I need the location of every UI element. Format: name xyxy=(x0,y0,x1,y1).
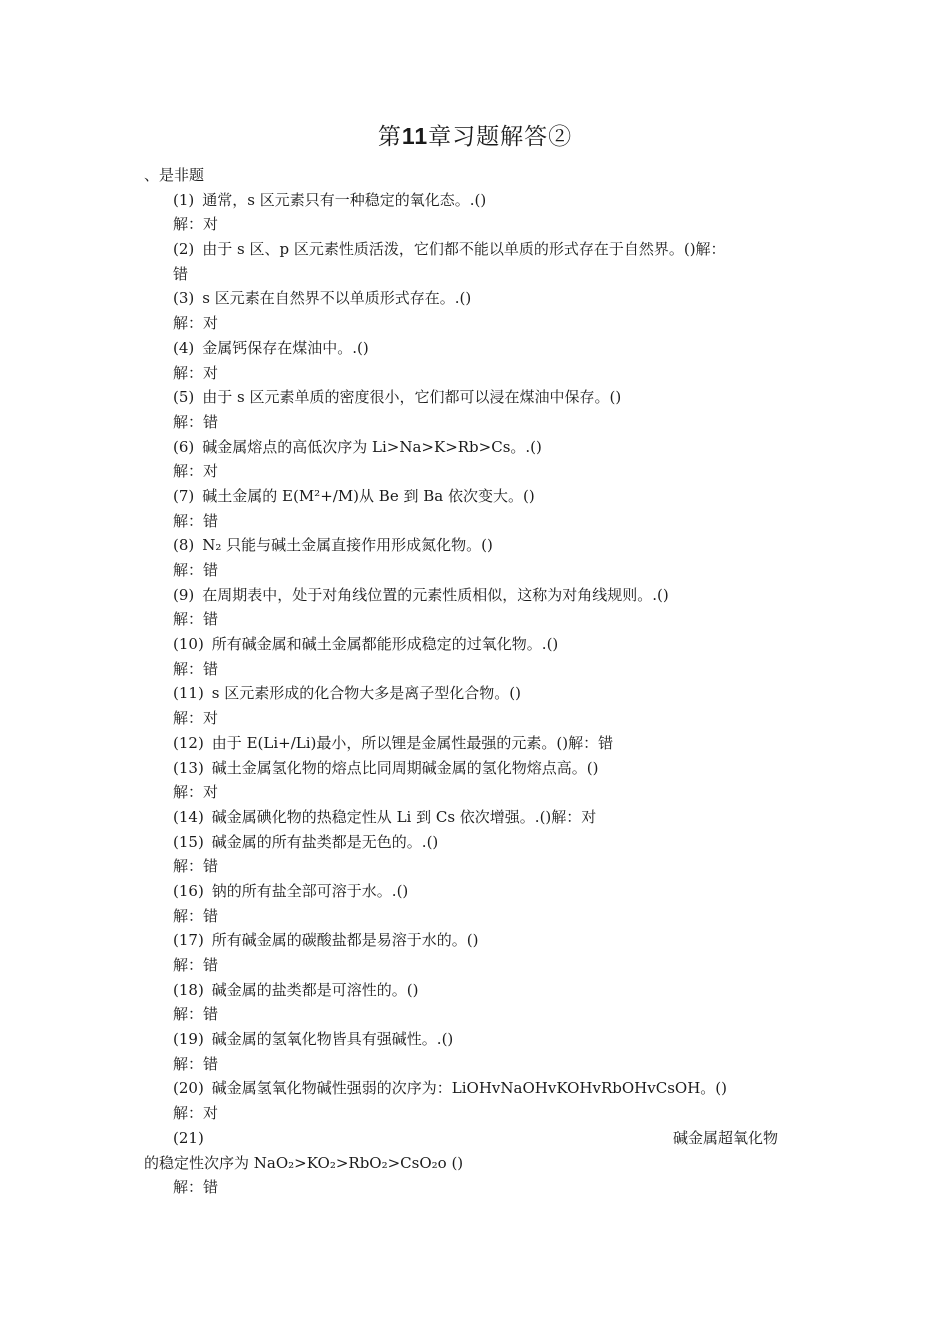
question-text: 碱金属氢氧化物碱性强弱的次序为：LiOHvNaOHvKOHvRbOHvCsOH。() xyxy=(211,1079,727,1098)
question-line xyxy=(144,533,784,558)
answer-line: 解：错 xyxy=(173,412,219,431)
question-line xyxy=(144,978,784,1003)
question-line xyxy=(144,1027,784,1052)
question-text: 碱土金属氢化物的熔点比同周期碱金属的氢化物熔点高。() xyxy=(211,758,599,777)
question-text: N₂ 只能与碱土金属直接作用形成氮化物。() xyxy=(202,536,493,555)
question-text: 碱金属超氧化物 xyxy=(672,1128,778,1147)
question-line xyxy=(144,731,784,756)
question-text: 由于 s 区、p 区元素性质活泼，它们都不能以单质的形式存在于自然界。()解： xyxy=(202,240,726,259)
question-number: (10) xyxy=(173,635,204,654)
answer-line: 解：错 xyxy=(173,1178,219,1197)
question-line xyxy=(144,632,784,657)
title-suffix: 章习题解答② xyxy=(428,124,573,150)
question-number: (12) xyxy=(173,733,204,752)
question-number: (3) xyxy=(173,289,195,308)
question-number: (4) xyxy=(173,338,195,357)
question-text: 在周期表中，处于对角线位置的元素性质相似，这称为对角线规则。.() xyxy=(202,585,669,604)
question-number: (15) xyxy=(173,832,204,851)
question-line xyxy=(144,385,784,410)
answer-line: 解：对 xyxy=(173,215,219,234)
question-text: 钠的所有盐全部可溶于水。.() xyxy=(211,881,409,900)
answer-line: 解：错 xyxy=(173,956,219,974)
question-line xyxy=(144,879,784,904)
answer-line: 解：错 xyxy=(173,906,219,925)
question-number: (8) xyxy=(173,536,195,555)
answer-line: 错 xyxy=(173,264,189,283)
question-text: 金属钙保存在煤油中。.() xyxy=(202,338,369,357)
question-line xyxy=(144,1126,784,1151)
question-line xyxy=(144,188,784,213)
question-text: 碱金属的所有盐类都是无色的。.() xyxy=(211,832,439,851)
question-line xyxy=(144,681,784,706)
answer-line: 解：对 xyxy=(173,462,219,481)
answer-line: 解：对 xyxy=(173,314,219,333)
question-continuation: 的稳定性次序为 NaO₂>KO₂>RbO₂>CsO₂o () xyxy=(144,1153,464,1172)
section-heading: 、是非题 xyxy=(144,166,205,184)
question-number: (6) xyxy=(173,437,195,456)
question-text: s 区元素形成的化合物大多是离子型化合物。() xyxy=(211,684,521,703)
exercise-list xyxy=(144,163,784,1200)
question-number: (20) xyxy=(173,1079,204,1098)
question-number: (1) xyxy=(173,190,195,209)
question-number: (16) xyxy=(173,881,204,900)
answer-line: 解：对 xyxy=(173,1104,219,1123)
answer-line: 解：错 xyxy=(173,659,219,678)
question-number: (11) xyxy=(173,684,204,703)
question-number: (5) xyxy=(173,388,195,407)
answer-line: 解：错 xyxy=(173,511,219,530)
title-prefix: 第 xyxy=(377,124,402,150)
question-text: s 区元素在自然界不以单质形式存在。.() xyxy=(202,289,472,308)
answer-line: 解：错 xyxy=(173,610,219,629)
question-line xyxy=(144,805,784,830)
question-number: (18) xyxy=(173,980,204,999)
question-text: 碱金属熔点的高低次序为 Li>Na>K>Rb>Cs。.() xyxy=(202,437,542,456)
question-text: 由于 s 区元素单质的密度很小，它们都可以浸在煤油中保存。() xyxy=(202,388,622,407)
question-line xyxy=(144,830,784,855)
title-chapter-number: 11 xyxy=(401,123,429,149)
question-number: (19) xyxy=(173,1030,204,1049)
question-text: 碱金属的盐类都是可溶性的。() xyxy=(211,980,419,999)
question-text: 所有碱金属的碳酸盐都是易溶于水的。() xyxy=(211,931,479,950)
question-text: 由于 E(Li+/Li)最小，所以锂是金属性最强的元素。()解：错 xyxy=(211,733,614,752)
question-line xyxy=(144,286,784,311)
question-number: (21) xyxy=(173,1128,204,1147)
answer-line: 解：对 xyxy=(173,783,219,802)
answer-line: 解：对 xyxy=(173,709,219,728)
answer-line: 解：对 xyxy=(173,363,219,382)
question-line xyxy=(144,435,784,460)
question-line xyxy=(144,336,784,361)
question-number: (13) xyxy=(173,758,204,777)
question-text: 碱金属碘化物的热稳定性从 Li 到 Cs 依次增强。.()解：对 xyxy=(211,807,597,826)
question-text: 碱土金属的 E(M²+/M)从 Be 到 Ba 依次变大。() xyxy=(202,486,535,505)
question-text: 通常，s 区元素只有一种稳定的氧化态。.() xyxy=(202,190,487,209)
question-number: (7) xyxy=(173,486,195,505)
question-number: (17) xyxy=(173,931,204,950)
question-text: 所有碱金属和碱土金属都能形成稳定的过氧化物。.() xyxy=(211,635,559,654)
question-number: (9) xyxy=(173,585,195,604)
question-line xyxy=(144,484,784,509)
question-line xyxy=(144,756,784,781)
answer-line: 解：错 xyxy=(173,561,219,579)
question-line xyxy=(144,928,784,953)
answer-line: 解：错 xyxy=(173,857,219,876)
question-line xyxy=(144,1076,784,1101)
answer-line: 解：错 xyxy=(173,1054,219,1073)
question-line xyxy=(144,583,784,608)
question-line xyxy=(144,237,784,262)
question-number: (2) xyxy=(173,240,195,259)
question-number: (14) xyxy=(173,807,204,826)
question-text: 碱金属的氢氧化物皆具有强碱性。.() xyxy=(211,1030,454,1049)
answer-line: 解：错 xyxy=(173,1005,219,1024)
page-title xyxy=(0,118,950,151)
